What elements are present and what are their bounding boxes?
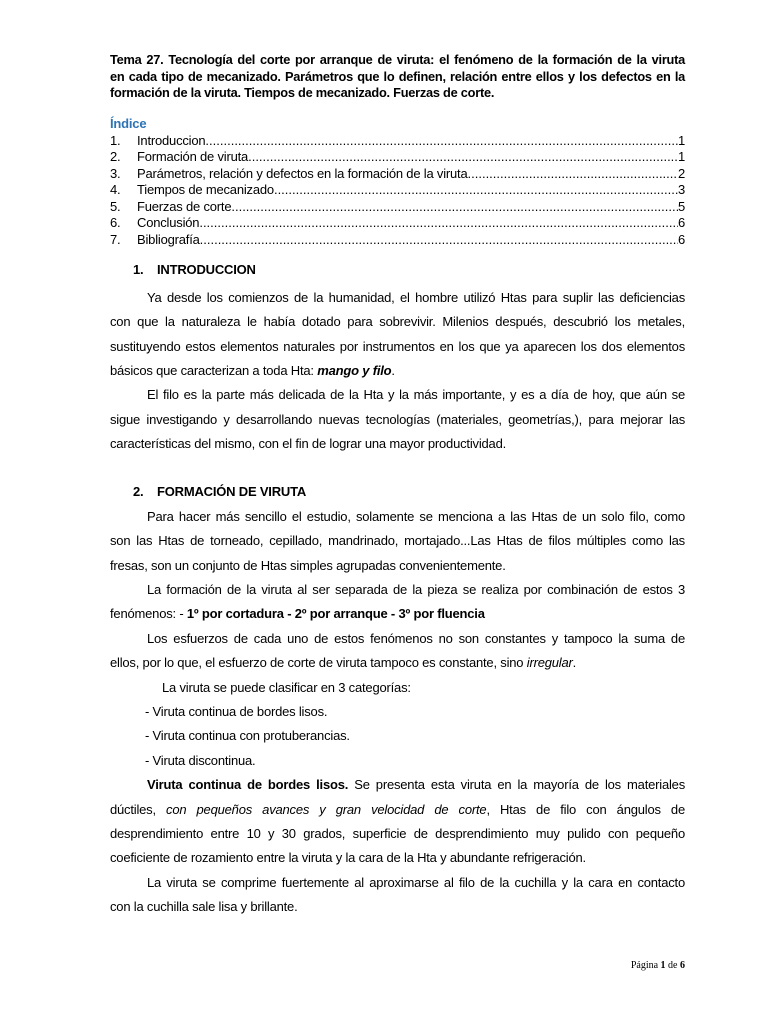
section-body — [110, 286, 685, 457]
text-line: con que la naturaleza le había dotado para sobrevivir. Milenios después, descubrió los metales, — [110, 314, 685, 330]
paragraph — [110, 578, 685, 627]
toc-entry — [110, 149, 685, 166]
paragraph — [110, 627, 685, 676]
title-line: formación de la viruta. Tiempos de mecanizado. Fuerzas de corte. — [110, 85, 495, 101]
toc-entry — [110, 182, 685, 199]
toc-entry-page: 1 — [677, 149, 685, 164]
section-heading — [110, 258, 685, 282]
paragraph — [110, 773, 685, 871]
section-title: INTRODUCCION — [157, 261, 256, 277]
text-run: ellos, por lo que, el esfuerzo de corte de viruta tampoco es constante, sino — [110, 655, 527, 671]
toc-entry-page: 3 — [677, 182, 685, 197]
text-line: sigue investigando y desarrollando nuevas tecnologías (materiales, geometrías,), para mejorar las — [110, 411, 685, 427]
section-heading — [110, 480, 685, 504]
text-run: fenómenos: - — [110, 606, 187, 622]
text-line: son las Htas de torneado, cepillado, mandrinado, mortajado...Las Htas de filos múltiples como las — [110, 533, 685, 549]
text-run: básicos que caracterizan a toda Hta: — [110, 363, 318, 379]
bold-italic-text-run: mango y filo — [317, 363, 392, 379]
section-title: FORMACIÓN DE VIRUTA — [157, 483, 307, 499]
text-run: . — [572, 655, 577, 671]
bold-text-run: 1º por cortadura - 2º por arranque - 3º por fluencia — [186, 606, 485, 622]
text-line: La viruta se comprime fuertemente al aproximarse al filo de la cuchilla y la cara en contacto — [147, 874, 685, 890]
lead-in-paragraph — [110, 676, 685, 700]
bold-text-run: Viruta continua de bordes lisos. — [147, 777, 349, 793]
text-line — [110, 773, 685, 797]
text-line: Para hacer más sencillo el estudio, solamente se menciona a las Htas de un solo filo, como — [147, 508, 685, 524]
text-run: Se presenta esta viruta en la mayoría de los materiales — [348, 777, 685, 793]
text-line: El filo es la parte más delicada de la Hta y la más importante, y es a día de hoy, que aún se — [147, 387, 685, 403]
toc-entry-page: 2 — [677, 165, 685, 181]
toc-dot-leader — [200, 232, 678, 249]
toc-dot-leader — [248, 149, 678, 166]
text-run: , Htas de filo con ángulos de — [486, 801, 685, 817]
index-heading: Índice — [110, 116, 147, 131]
text-line — [110, 602, 685, 626]
text-line: sustituyendo estos elementos naturales por instrumentos en los que ya aparecen los dos elementos — [110, 338, 685, 354]
toc-dot-leader — [199, 215, 678, 232]
toc-entry-number: 1. — [110, 132, 121, 148]
toc-dot-leader — [231, 199, 678, 216]
toc-entry-number: 6. — [110, 215, 121, 230]
toc-entry-number: 3. — [110, 165, 121, 181]
text-line — [110, 798, 685, 822]
italic-text-run: con pequeños avances y gran velocidad de corte — [166, 801, 487, 817]
toc-entry-label: Introduccion — [137, 132, 206, 148]
section-number: 1. — [133, 261, 144, 277]
page-of-label: de — [668, 960, 678, 971]
toc-entry-label: Parámetros, relación y defectos en la formación de la viruta — [137, 165, 468, 181]
toc-entry-page: 6 — [677, 231, 685, 247]
section-introduccion — [110, 258, 685, 457]
toc-entry-number: 4. — [110, 182, 121, 197]
toc-entry — [110, 215, 685, 232]
toc-entry-label: Tiempos de mecanizado — [137, 182, 274, 197]
text-line: - Viruta continua de bordes lisos. — [145, 704, 328, 720]
section-body — [110, 505, 685, 920]
document-title — [110, 52, 685, 102]
text-line: con la cuchilla sale lisa y brillante. — [110, 899, 298, 915]
list-item — [110, 700, 685, 724]
page-footer — [631, 960, 685, 972]
text-run: . — [391, 363, 395, 379]
italic-text-run: irregular — [526, 655, 573, 671]
text-line: - Viruta discontinua. — [145, 752, 256, 768]
toc-entry-page: 1 — [677, 132, 685, 148]
toc-entry-label: Bibliografía — [137, 231, 200, 247]
paragraph — [110, 505, 685, 578]
text-line — [110, 359, 685, 383]
text-line: La formación de la viruta al ser separada de la pieza se realiza por combinación de estos 3 — [147, 582, 685, 598]
title-line: Tema 27. Tecnología del corte por arranque de viruta: el fenómeno de la formación de la viruta — [110, 52, 685, 67]
page-label: Página — [630, 960, 659, 971]
toc-entry-number: 7. — [110, 231, 121, 247]
toc-dot-leader — [468, 166, 678, 183]
page-number: 1 — [660, 960, 666, 971]
text-line: - Viruta continua con protuberancias. — [145, 728, 350, 744]
toc-entry — [110, 199, 685, 216]
toc-entry-page: 5 — [677, 198, 685, 214]
toc-entry-number: 2. — [110, 149, 121, 164]
text-run: dúctiles, — [110, 801, 167, 817]
text-line: La viruta se puede clasificar en 3 categorías: — [162, 679, 411, 695]
text-line: características del mismo, con el fin de lograr una mayor productividad. — [110, 436, 507, 452]
list-item — [110, 749, 685, 773]
list-item — [110, 724, 685, 748]
text-line: Los esfuerzos de cada uno de estos fenómenos no son constantes y tampoco la suma de — [147, 630, 685, 646]
table-of-contents — [110, 116, 685, 248]
page-total: 6 — [680, 960, 685, 971]
text-line: coeficiente de rozamiento entre la viruta y la cara de la Hta y abundante refrigeración. — [110, 850, 586, 866]
toc-dot-leader — [205, 133, 678, 150]
toc-entry-label: Fuerzas de corte — [137, 198, 232, 214]
toc-entry — [110, 232, 685, 249]
toc-entry — [110, 133, 685, 150]
paragraph — [110, 286, 685, 384]
toc-entry-label: Conclusión — [137, 215, 200, 230]
toc-entry — [110, 166, 685, 183]
title-line: en cada tipo de mecanizado. Parámetros que lo definen, relación entre ellos y los defectos en la — [110, 68, 685, 84]
paragraph — [110, 383, 685, 456]
toc-dot-leader — [274, 182, 678, 199]
text-line: fresas, son un conjunto de Htas simples agrupadas convenientemente. — [110, 557, 506, 573]
text-line — [110, 651, 685, 675]
paragraph — [110, 871, 685, 920]
section-formacion-de-viruta — [110, 480, 685, 920]
section-number: 2. — [133, 483, 144, 499]
text-line: desprendimiento entre 10 y 30 grados, superficie de desprendimiento muy pulido con pequeño — [110, 826, 685, 842]
text-line: Ya desde los comienzos de la humanidad, el hombre utilizó Htas para suplir las deficiencias — [147, 289, 685, 305]
toc-entry-page: 6 — [677, 215, 685, 230]
toc-entry-number: 5. — [110, 198, 121, 214]
toc-entry-label: Formación de viruta — [137, 149, 249, 164]
